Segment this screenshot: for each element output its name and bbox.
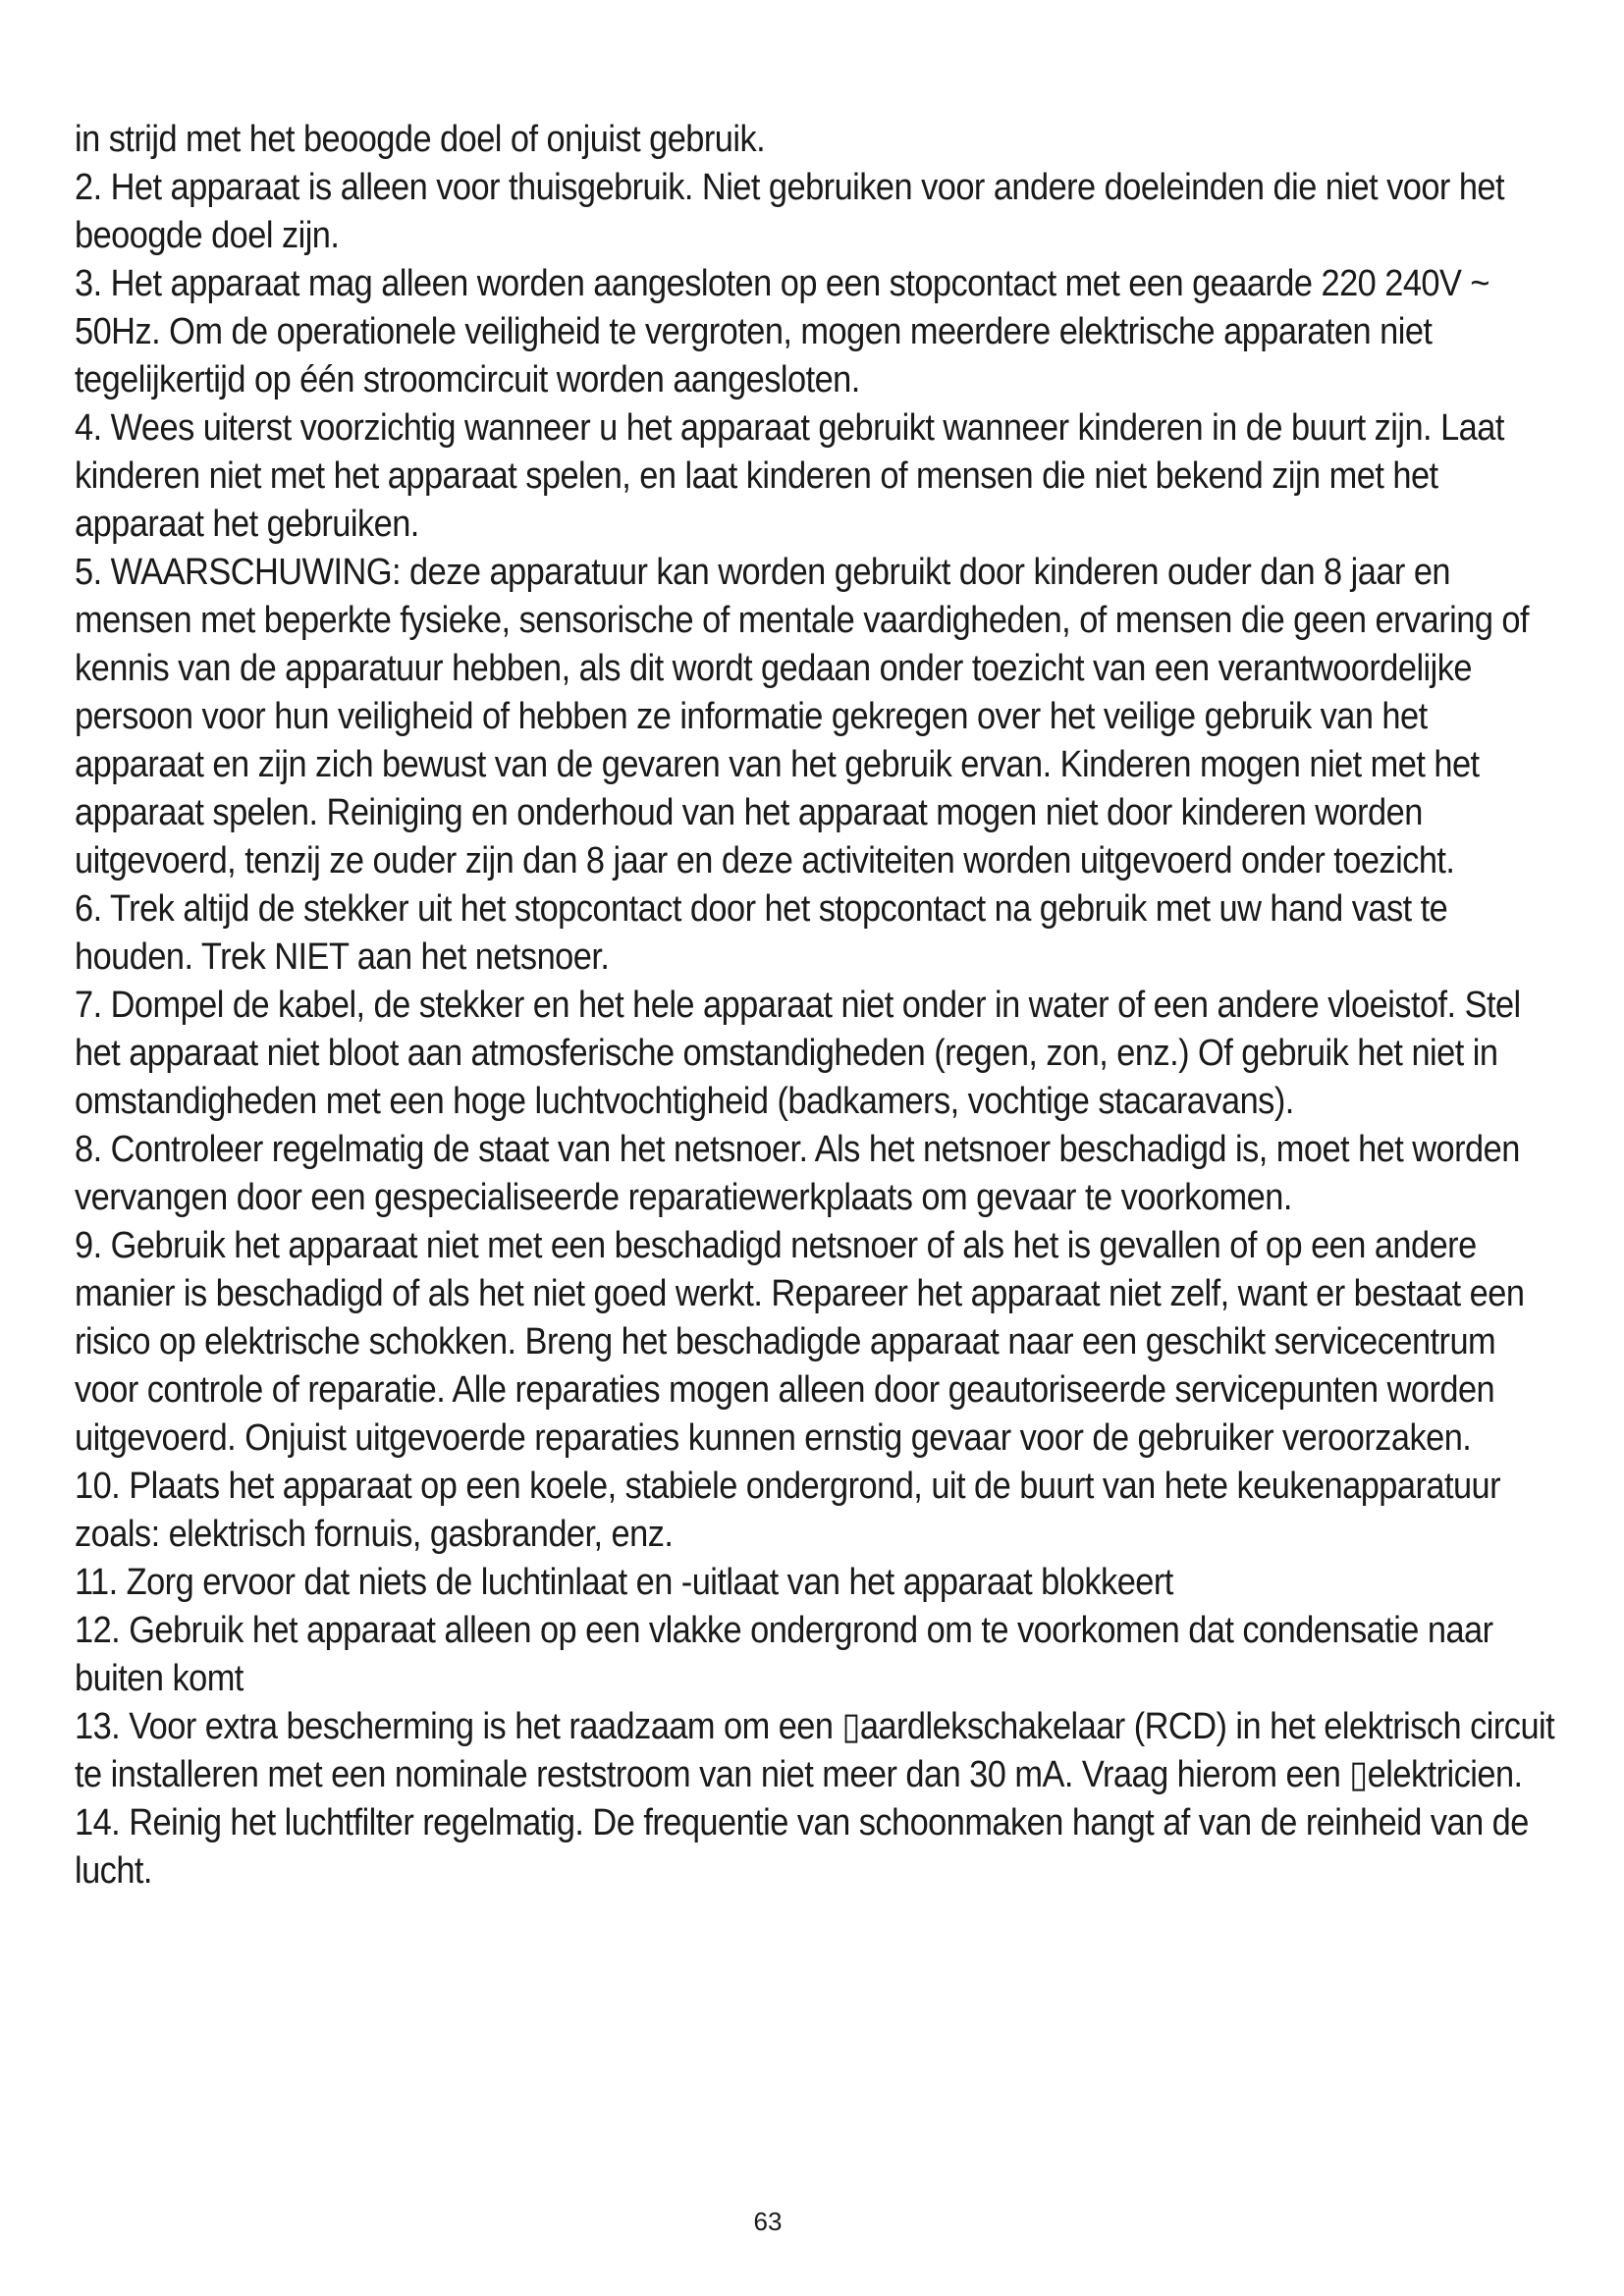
paragraph-continuation: in strijd met het beoogde doel of onjuist gebruik. (75, 119, 766, 160)
safety-item-6: 6. Trek altijd de stekker uit het stopcontact door het stopcontact na gebruik met uw hand vast te houden. Trek NIET aan het netsnoer. (75, 888, 1448, 978)
safety-item-9: 9. Gebruik het apparaat niet met een beschadigd netsnoer of als het is gevallen of op een andere manier is beschadigd of als het niet goed werkt. Repareer het apparaat niet zelf, want er bestaat een risico op elektrische schokken. Breng het beschadigde apparaat naar een geschikt servicecentrum voor controle of reparatie. Alle reparaties mogen alleen door geautoriseerde servicepunten worden uitgevoerd. Onjuist uitgevoerde reparaties kunnen ernstig gevaar voor de gebruiker veroorzaken. (75, 1225, 1525, 1459)
safety-item-5: 5. WAARSCHUWING: deze apparatuur kan worden gebruikt door kinderen ouder dan 8 jaar en mensen met beperkte fysieke, sensorische of mentale vaardigheden, of mensen die geen ervaring of kennis van de apparatuur hebben, als dit wordt gedaan onder toezicht van een verantwoordelijke persoon voor hun veiligheid of hebben ze informatie gekregen over het veilige gebruik van het apparaat en zijn zich bewust van de gevaren van het gebruik ervan. Kinderen mogen niet met het apparaat spelen. Reiniging en onderhoud van het apparaat mogen niet door kinderen worden uitgevoerd, tenzij ze ouder zijn dan 8 jaar en deze activiteiten worden uitgevoerd onder toezicht. (75, 552, 1530, 881)
safety-item-14: 14. Reinig het luchtfilter regelmatig. De frequentie van schoonmaken hangt af van de reinheid van de lucht. (75, 1802, 1529, 1892)
safety-item-10: 10. Plaats het apparaat op een koele, stabiele ondergrond, uit de buurt van hete keukenapparatuur zoals: elektrisch fornuis, gasbrander, enz. (75, 1466, 1501, 1555)
safety-item-13: 13. Voor extra bescherming is het raadzaam om een ▯aardlekschakelaar (RCD) in het elektrisch circuit te installeren met een nominale reststroom van niet meer dan 30 mA. Vraag hierom een ▯elektricien. (75, 1706, 1555, 1795)
safety-item-7: 7. Dompel de kabel, de stekker en het hele apparaat niet onder in water of een andere vloeistof. Stel het apparaat niet bloot aan atmosferische omstandigheden (regen, zon, enz.) Of gebruik het niet in omstandigheden met een hoge luchtvochtigheid (badkamers, vochtige stacaravans). (75, 985, 1521, 1122)
safety-item-11: 11. Zorg ervoor dat niets de luchtinlaat en -uitlaat van het apparaat blokkeert (75, 1562, 1173, 1603)
page-number: 63 (753, 2207, 783, 2236)
safety-item-3: 3. Het apparaat mag alleen worden aangesloten op een stopcontact met een geaarde 220 240V ~ 50Hz. Om de operationele veiligheid te vergroten, mogen meerdere elektrische apparaten niet tegelijkertijd op één stroomcircuit worden aangesloten. (75, 263, 1489, 400)
manual-body-text (75, 116, 1562, 1896)
safety-item-8: 8. Controleer regelmatig de staat van het netsnoer. Als het netsnoer beschadigd is, moet het worden vervangen door een gespecialiseerde reparatiewerkplaats om gevaar te voorkomen. (75, 1129, 1520, 1218)
safety-item-2: 2. Het apparaat is alleen voor thuisgebruik. Niet gebruiken voor andere doeleinden die niet voor het beoogde doel zijn. (75, 167, 1505, 256)
safety-item-12: 12. Gebruik het apparaat alleen op een vlakke ondergrond om te voorkomen dat condensatie naar buiten komt (75, 1610, 1493, 1699)
safety-item-4: 4. Wees uiterst voorzichtig wanneer u het apparaat gebruikt wanneer kinderen in de buurt zijn. Laat kinderen niet met het apparaat spelen, en laat kinderen of mensen die niet bekend zijn met het apparaat het gebruiken. (75, 407, 1504, 545)
